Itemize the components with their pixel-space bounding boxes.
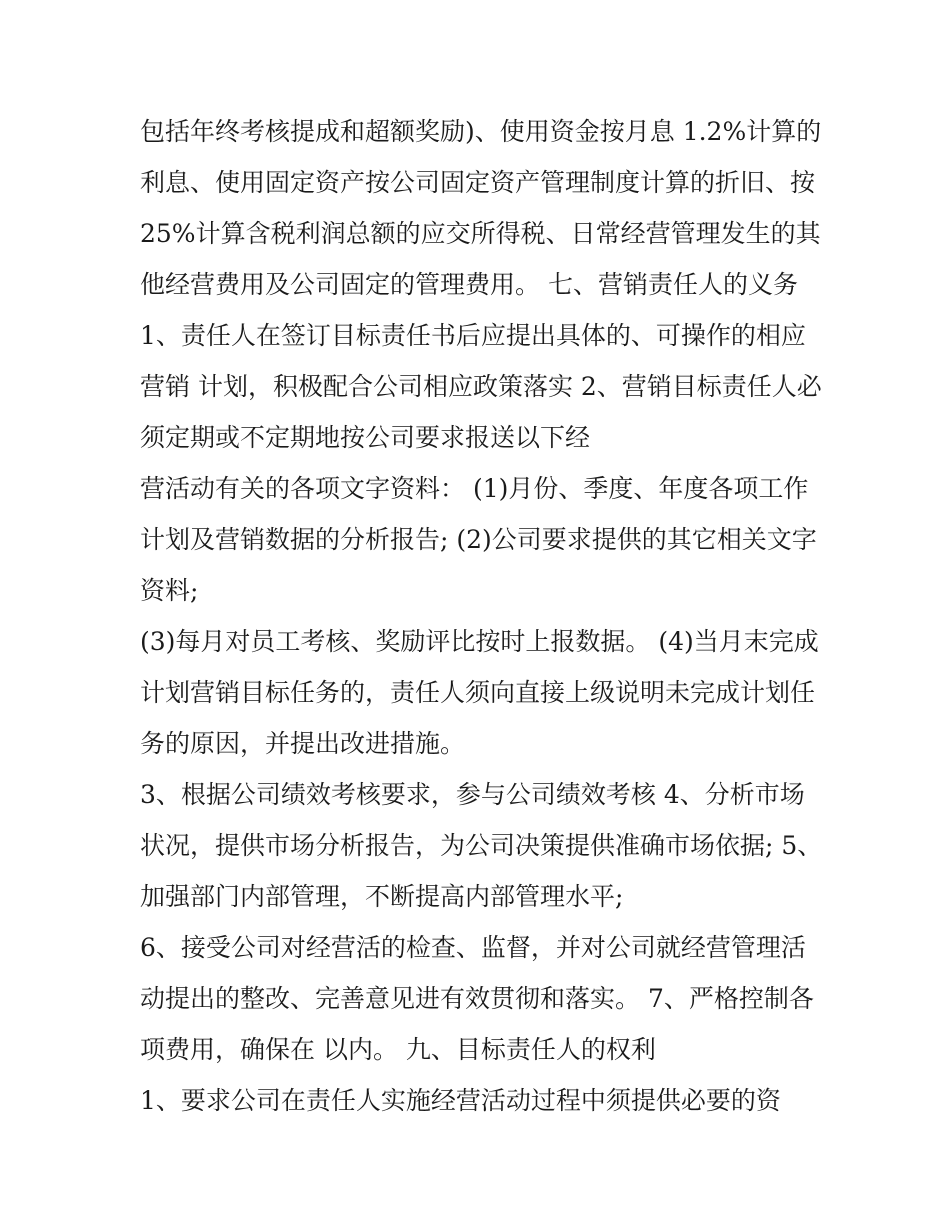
- body-text: [140, 106, 830, 1126]
- text-line: 状况，提供市场分析报告，为公司决策提供准确市场依据; 5、: [140, 831, 823, 860]
- text-line: 计划及营销数据的分析报告; (2)公司要求提供的其它相关文字: [140, 525, 817, 554]
- text-line: 项费用，确保在 以内。 九、目标责任人的权利: [140, 1035, 656, 1064]
- text-line: 务的原因，并提出改进措施。: [140, 729, 466, 758]
- text-line: 他经营费用及公司固定的管理费用。 七、营销责任人的义务: [140, 270, 798, 299]
- text-line: 包括年终考核提成和超额奖励)、使用资金按月息 1.2%计算的: [140, 117, 822, 146]
- text-line: 1、责任人在签订目标责任书后应提出具体的、可操作的相应: [140, 321, 806, 350]
- text-line: 营活动有关的各项文字资料： (1)月份、季度、年度各项工作: [140, 474, 809, 503]
- text-line: 计划营销目标任务的，责任人须向直接上级说明未完成计划任: [140, 678, 816, 707]
- text-line: (3)每月对员工考核、奖励评比按时上报数据。 (4)当月末完成: [140, 627, 819, 656]
- text-line: 利息、使用固定资产按公司固定资产管理制度计算的折旧、按: [140, 168, 816, 197]
- text-line: 动提出的整改、完善意见进有效贯彻和落实。 7、严格控制各: [140, 984, 814, 1013]
- text-line: 资料;: [140, 576, 199, 605]
- text-line: 营销 计划，积极配合公司相应政策落实 2、营销目标责任人必: [140, 372, 822, 401]
- text-line: 25%计算含税利润总额的应交所得税、日常经营管理发生的其: [140, 219, 821, 248]
- text-line: 6、接受公司对经营活的检查、监督，并对公司就经营管理活: [140, 933, 806, 962]
- text-line: 3、根据公司绩效考核要求，参与公司绩效考核 4、分析市场: [140, 780, 805, 809]
- text-line: 须定期或不定期地按公司要求报送以下经: [140, 423, 591, 452]
- text-line: 加强部门内部管理，不断提高内部管理水平;: [140, 882, 624, 911]
- text-line: 1、要求公司在责任人实施经营活动过程中须提供必要的资: [140, 1086, 781, 1115]
